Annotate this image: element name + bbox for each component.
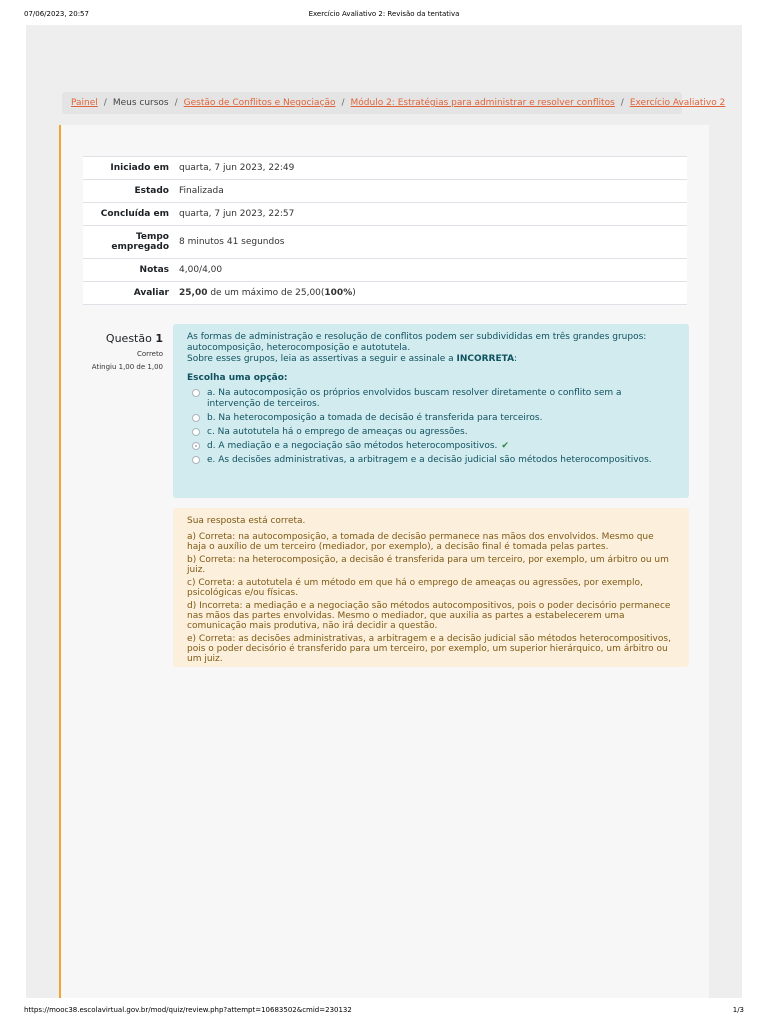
print-header (24, 10, 744, 22)
question-text: As formas de administração e resolução de conflitos podem ser subdivididas em três grandes grupos: autocomposição, heterocomposição e autotutela. (187, 332, 647, 353)
question-number (83, 332, 163, 345)
breadcrumb-module[interactable]: Módulo 2: Estratégias para administrar e resolver conflitos (350, 98, 615, 108)
radio-button[interactable] (192, 389, 200, 397)
summary-value: Finalizada (179, 186, 224, 196)
breadcrumb-course[interactable]: Gestão de Conflitos e Negociação (183, 98, 336, 108)
radio-button[interactable] (192, 428, 200, 436)
summary-value: quarta, 7 jun 2023, 22:57 (179, 209, 295, 219)
summary-value: 8 minutos 41 segundos (179, 237, 285, 247)
check-icon: ✔ (501, 441, 509, 451)
question-number-prefix: Questão (105, 332, 156, 345)
print-footer (24, 1006, 744, 1018)
summary-row-marks (83, 259, 687, 282)
feedback-item: a) Correta: na autocomposição, a tomada de decisão permanece nas mãos dos envolvidos. Mesmo que haja o auxílio de um terceiro (mediador, por exemplo), a decisão final é tomada pelas partes. (187, 532, 654, 552)
question-number-value: 1 (155, 332, 163, 345)
breadcrumb (62, 92, 726, 114)
question-instruction-post: : (514, 354, 518, 364)
feedback-item: b) Correta: na heterocomposição, a decisão é transferida para um terceiro, por exemplo, um árbitro ou um juiz. (187, 555, 669, 575)
summary-label: Iniciado em (110, 163, 169, 173)
question-instruction-pre: Sobre esses grupos, leia as assertivas a seguir e assinale a (187, 354, 457, 364)
question-instruction-bold: INCORRETA (456, 354, 515, 364)
breadcrumb-quiz[interactable]: Exercício Avaliativo 2 (629, 98, 726, 108)
question-info (83, 332, 163, 371)
question-box (173, 324, 689, 498)
radio-button[interactable] (192, 414, 200, 422)
print-page-count: 1/3 (732, 1006, 744, 1014)
summary-label: Tempo empregado (111, 232, 169, 252)
summary-label: Estado (134, 186, 169, 196)
radio-button[interactable] (192, 456, 200, 464)
grade-percent: 100% (324, 288, 353, 298)
breadcrumb-separator: / (174, 98, 178, 108)
summary-value: 4,00/4,00 (179, 265, 223, 275)
main-content (59, 125, 709, 998)
option-label: a. Na autocomposição os próprios envolvidos buscam resolver diretamente o conflito sem a intervenção de terceiros. (207, 388, 622, 409)
print-datetime: 07/06/2023, 20:57 (24, 10, 89, 18)
radio-button-selected[interactable] (192, 442, 200, 450)
question-instruction (187, 354, 675, 365)
answer-option-a[interactable] (187, 388, 675, 410)
breadcrumb-meus-cursos: Meus cursos (112, 98, 169, 108)
summary-label: Notas (139, 265, 169, 275)
summary-row-grade (83, 282, 687, 305)
feedback-header: Sua resposta está correta. (187, 516, 306, 526)
answer-option-e[interactable] (187, 455, 675, 466)
breadcrumb-separator: / (620, 98, 624, 108)
summary-row-time-taken (83, 226, 687, 259)
question-grade: Atingiu 1,00 de 1,00 (91, 363, 163, 371)
grade-close: ) (352, 288, 356, 298)
answer-prompt: Escolha uma opção: (187, 373, 288, 383)
feedback-item: c) Correta: a autotutela é um método em que há o emprego de ameaças ou agressões, por exemplo, psicológicas e/ou físicas. (187, 578, 643, 598)
answer-option-b[interactable] (187, 413, 675, 424)
answer-option-d[interactable] (187, 441, 675, 452)
attempt-summary-table (83, 156, 687, 305)
summary-value: quarta, 7 jun 2023, 22:49 (179, 163, 295, 173)
feedback-item: d) Incorreta: a mediação e a negociação são métodos autocompositivos, pois o poder decisório permanece nas mãos das partes envolvidas. Mesmo o mediador, que auxilia as partes a estabelecerem uma comunicação mais produtiva, não irá decidir a questão. (187, 601, 671, 631)
option-label: d. A mediação e a negociação são métodos heterocompositivos. (207, 441, 498, 451)
print-url: https://mooc38.escolavirtual.gov.br/mod/quiz/review.php?attempt=10683502&cmid=230132 (24, 1006, 352, 1014)
breadcrumb-separator: / (341, 98, 345, 108)
summary-row-state (83, 180, 687, 203)
option-label: b. Na heterocomposição a tomada de decisão é transferida para terceiros. (207, 413, 543, 423)
feedback-box (173, 508, 689, 667)
feedback-item: e) Correta: as decisões administrativas, a arbitragem e a decisão judicial são métodos heterocompositivos, pois o poder decisório é transferido para um terceiro, por exemplo, um superior hierárquico, um árbitro ou um juiz. (187, 634, 671, 664)
summary-label: Avaliar (133, 288, 169, 298)
summary-row-started (83, 157, 687, 180)
grade-score: 25,00 (179, 288, 208, 298)
summary-value (175, 282, 360, 304)
grade-middle: de um máximo de 25,00( (207, 288, 325, 298)
summary-row-completed (83, 203, 687, 226)
option-label: e. As decisões administrativas, a arbitragem e a decisão judicial são métodos heterocompositivos. (207, 455, 652, 465)
print-title: Exercício Avaliativo 2: Revisão da tentativa (308, 10, 460, 18)
answer-option-c[interactable] (187, 427, 675, 438)
summary-label: Concluída em (100, 209, 169, 219)
option-label: c. Na autotutela há o emprego de ameaças ou agressões. (207, 427, 468, 437)
question-state: Correto (137, 350, 163, 358)
breadcrumb-separator: / (103, 98, 107, 108)
breadcrumb-painel[interactable]: Painel (71, 98, 98, 108)
